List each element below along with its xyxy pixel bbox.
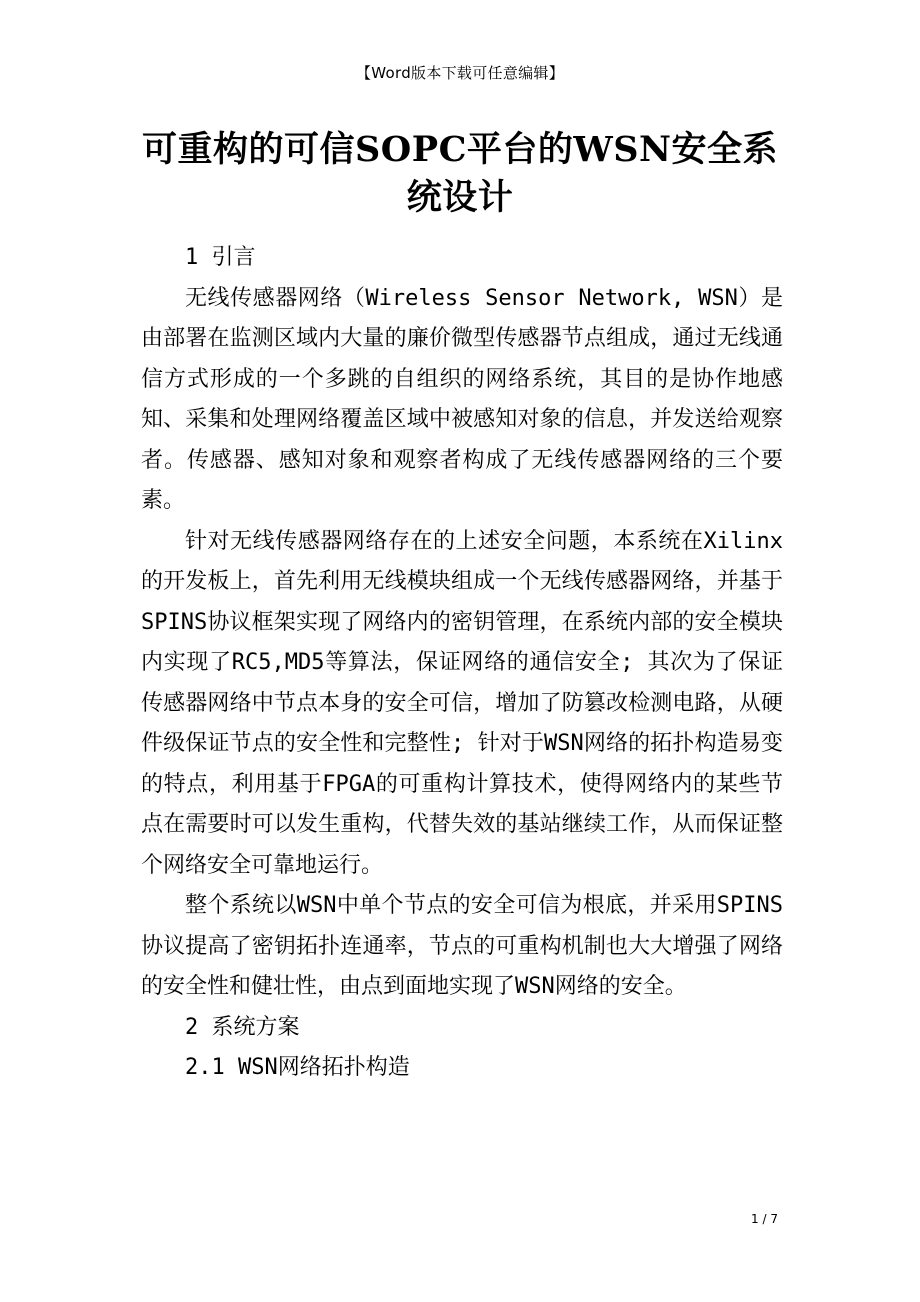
section-heading-intro: 1 引言 — [185, 245, 256, 270]
page-number: 1 / 7 — [751, 1212, 778, 1226]
paragraph: 无线传感器网络（Wireless Sensor Network, WSN）是由部署在监测区域内大量的廉价微型传感器节点组成，通过无线通信方式形成的一个多跳的自组织的网络系统，其目的是协作地感知、采集和处理网络覆盖区域中被感知对象的信息，并发送给观察者。传感器、感知对象和观察者构成了无线传感器网络的三个要素。 — [141, 285, 783, 513]
section-heading-system: 2 系统方案 — [185, 1014, 300, 1040]
paragraph: 整个系统以WSN中单个节点的安全可信为根底，并采用SPINS协议提高了密钥拓扑连通率，节点的可重构机制也大大增强了网络的安全性和健壮性，由点到面地实现了WSN网络的安全。 — [141, 893, 783, 999]
paragraph: 针对无线传感器网络存在的上述安全问题，本系统在Xilinx的开发板上，首先利用无线模块组成一个无线传感器网络，并基于SPINS协议框架实现了网络内的密钥管理，在系统内部的安全模块内实现了RC5,MD5等算法，保证网络的通信安全; 其次为了保证传感器网络中节点本身的安全可信，增加了防篡改检测电路，从硬件级保证节点的安全性和完整性; 针对于WSN网络的拓扑构造易变的特点，利用基于FPGA的可重构计算技术，使得网络内的某些节点在需要时可以发生重构，代替失效的基站继续工作，从而保证整个网络安全可靠地运行。 — [141, 528, 783, 878]
document-title: 可重构的可信SOPC平台的WSN安全系统设计 — [141, 129, 778, 218]
subsection-heading-topology: 2.1 WSN网络拓扑构造 — [185, 1055, 410, 1080]
header-note: 【Word版本下载可任意编辑】 — [355, 64, 565, 82]
document-body — [141, 238, 783, 1089]
